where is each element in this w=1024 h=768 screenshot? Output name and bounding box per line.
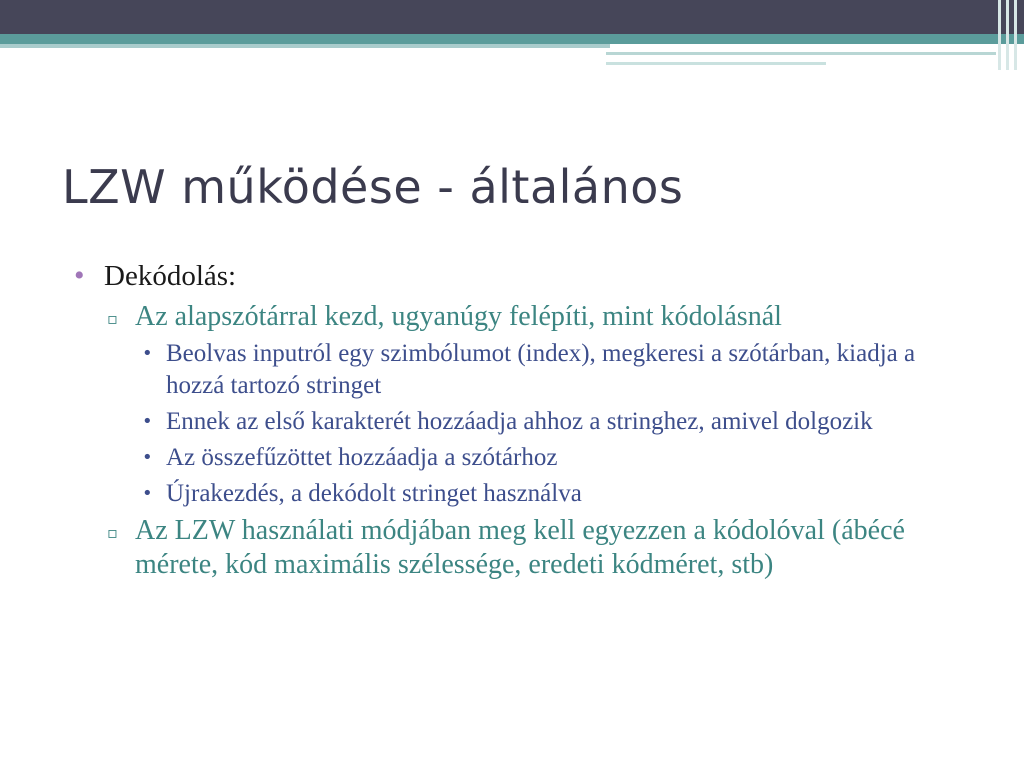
bullet-level3 bbox=[142, 338, 952, 402]
bullet-text: Ennek az első karakterét hozzáadja ahhoz a stringhez, amivel dolgozik bbox=[166, 408, 873, 435]
bullet-level2 bbox=[107, 300, 952, 334]
bullet-level3 bbox=[142, 442, 952, 474]
dot-bullet-icon: • bbox=[142, 483, 153, 504]
header-stripes bbox=[992, 0, 1024, 70]
bullet-level3 bbox=[142, 478, 952, 510]
square-bullet-icon: ▫ bbox=[107, 309, 118, 328]
header-accent-line bbox=[606, 52, 996, 55]
dot-bullet-icon: • bbox=[142, 411, 153, 432]
header-dark-band bbox=[0, 0, 1024, 34]
bullet-text: Az összefűzöttet hozzáadja a szótárhoz bbox=[166, 444, 558, 471]
bullet-text: Az LZW használati módjában meg kell egyezzen a kódolóval (ábécé mérete, kód maximális szélessége, eredeti kódméret, stb) bbox=[135, 515, 905, 580]
square-bullet-icon: ▫ bbox=[107, 523, 118, 542]
bullet-level2 bbox=[107, 514, 952, 582]
header-accent-line-short bbox=[606, 62, 826, 65]
bullet-text: Dekódolás: bbox=[104, 260, 237, 292]
dot-bullet-icon: • bbox=[142, 447, 153, 468]
slide-body bbox=[72, 256, 952, 582]
bullet-level1 bbox=[72, 256, 952, 296]
bullet-text: Újrakezdés, a dekódolt stringet használva bbox=[166, 480, 582, 507]
dot-bullet-icon: • bbox=[142, 343, 153, 364]
bullet-level3 bbox=[142, 406, 952, 438]
slide-title: LZW működése - általános bbox=[62, 160, 684, 214]
bullet-text: Beolvas inputról egy szimbólumot (index), megkeresi a szótárban, kiadja a hozzá tartozó stringet bbox=[166, 340, 916, 399]
round-bullet-icon: • bbox=[74, 259, 85, 292]
header-teal-band bbox=[0, 34, 1024, 44]
bullet-text: Az alapszótárral kezd, ugyanúgy felépíti, mint kódolásnál bbox=[135, 301, 782, 332]
header-light-band bbox=[0, 44, 610, 48]
